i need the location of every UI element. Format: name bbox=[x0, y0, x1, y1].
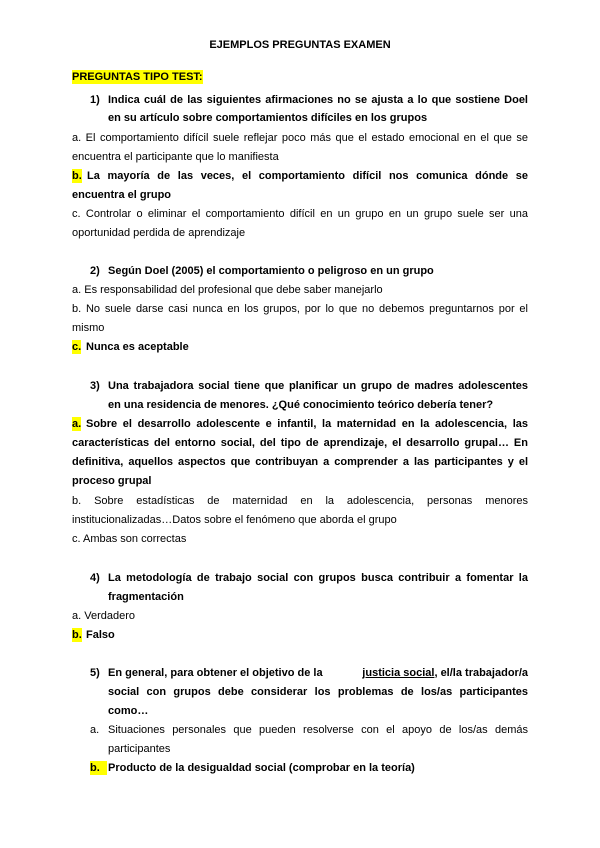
question-text: en una residencia de menores. ¿Qué conocimiento teórico debería tener? bbox=[108, 399, 494, 411]
option-a-correct: características del entorno social, del tipo de aprendizaje, el desarrollo grupal… En bbox=[72, 437, 528, 449]
option-letter-correct: b. bbox=[90, 761, 107, 775]
option-a: encuentra el participante que lo manifiesta bbox=[72, 151, 279, 163]
question-number: 3) bbox=[90, 380, 100, 392]
option-a: participantes bbox=[108, 743, 171, 755]
option-a-correct: proceso grupal bbox=[72, 475, 152, 487]
question-text: Una trabajadora social tiene que planificar un grupo de madres adolescentes bbox=[108, 380, 528, 392]
option-letter-correct: b. bbox=[72, 170, 82, 182]
option-b-correct: Producto de la desigualdad social (comprobar en la teoría) bbox=[108, 762, 415, 774]
section-heading: PREGUNTAS TIPO TEST: bbox=[72, 71, 203, 83]
option-b-correct: La mayoría de las veces, el comportamiento difícil nos comunica dónde se bbox=[87, 170, 528, 182]
question-text: social con grupos debe considerar los problemas de los/as participantes bbox=[108, 686, 528, 698]
question-number: 5) bbox=[90, 667, 100, 679]
question-text bbox=[108, 666, 528, 680]
question-text-part: En general, para obtener el objetivo de la bbox=[108, 667, 323, 679]
option-b-correct: Falso bbox=[86, 629, 115, 641]
option-b: institucionalizadas…Datos sobre el fenómeno que aborda el grupo bbox=[72, 514, 397, 526]
question-text: en su artículo sobre comportamientos difíciles en los grupos bbox=[108, 112, 428, 124]
question-text: Indica cuál de las siguientes afirmaciones no se ajusta a lo que sostiene Doel bbox=[108, 94, 528, 106]
option-letter-correct: b. bbox=[72, 629, 82, 641]
question-number: 2) bbox=[90, 265, 100, 277]
option-b: b. Sobre estadísticas de maternidad en la adolescencia, personas menores bbox=[72, 495, 528, 507]
option-b: b. No suele darse casi nunca en los grupos, por lo que no debemos preguntarnos por el bbox=[72, 303, 528, 315]
option-a: Situaciones personales que pueden resolverse con el apoyo de los/as demás bbox=[108, 724, 528, 736]
option-c: oportunidad perdida de aprendizaje bbox=[72, 227, 246, 239]
underlined-term: justicia social bbox=[362, 667, 435, 679]
question-text: fragmentación bbox=[108, 591, 184, 603]
question-text-part bbox=[362, 666, 528, 680]
document-title: EJEMPLOS PREGUNTAS EXAMEN bbox=[209, 39, 391, 51]
option-b: mismo bbox=[72, 322, 105, 334]
option-letter: a. bbox=[90, 724, 100, 736]
question-text-part: , el/la trabajador/a bbox=[434, 667, 528, 679]
option-a: a. Es responsabilidad del profesional que debe saber manejarlo bbox=[72, 284, 383, 296]
question-number: 4) bbox=[90, 572, 100, 584]
option-a-correct: Sobre el desarrollo adolescente e infantil, la maternidad en la adolescencia, las bbox=[86, 418, 528, 430]
question-text: La metodología de trabajo social con grupos busca contribuir a fomentar la bbox=[108, 572, 528, 584]
question-text: Según Doel (2005) el comportamiento o peligroso en un grupo bbox=[108, 265, 434, 277]
option-letter-correct: c. bbox=[72, 341, 82, 353]
option-a: a. Verdadero bbox=[72, 610, 135, 622]
option-a: a. El comportamiento difícil suele reflejar poco más que el estado emocional en el que se bbox=[72, 132, 528, 144]
option-c-correct: Nunca es aceptable bbox=[86, 341, 189, 353]
option-letter-correct: a. bbox=[72, 418, 82, 430]
option-c: c. Ambas son correctas bbox=[72, 533, 187, 545]
option-b-correct: encuentra el grupo bbox=[72, 189, 172, 201]
option-c: c. Controlar o eliminar el comportamiento difícil en un grupo en un grupo suele ser una bbox=[72, 208, 528, 220]
question-text: como… bbox=[108, 705, 149, 717]
question-number: 1) bbox=[90, 94, 100, 106]
option-a-correct: definitiva, aquellos aspectos que contribuyan a comprender a las participantes y el bbox=[72, 456, 528, 468]
